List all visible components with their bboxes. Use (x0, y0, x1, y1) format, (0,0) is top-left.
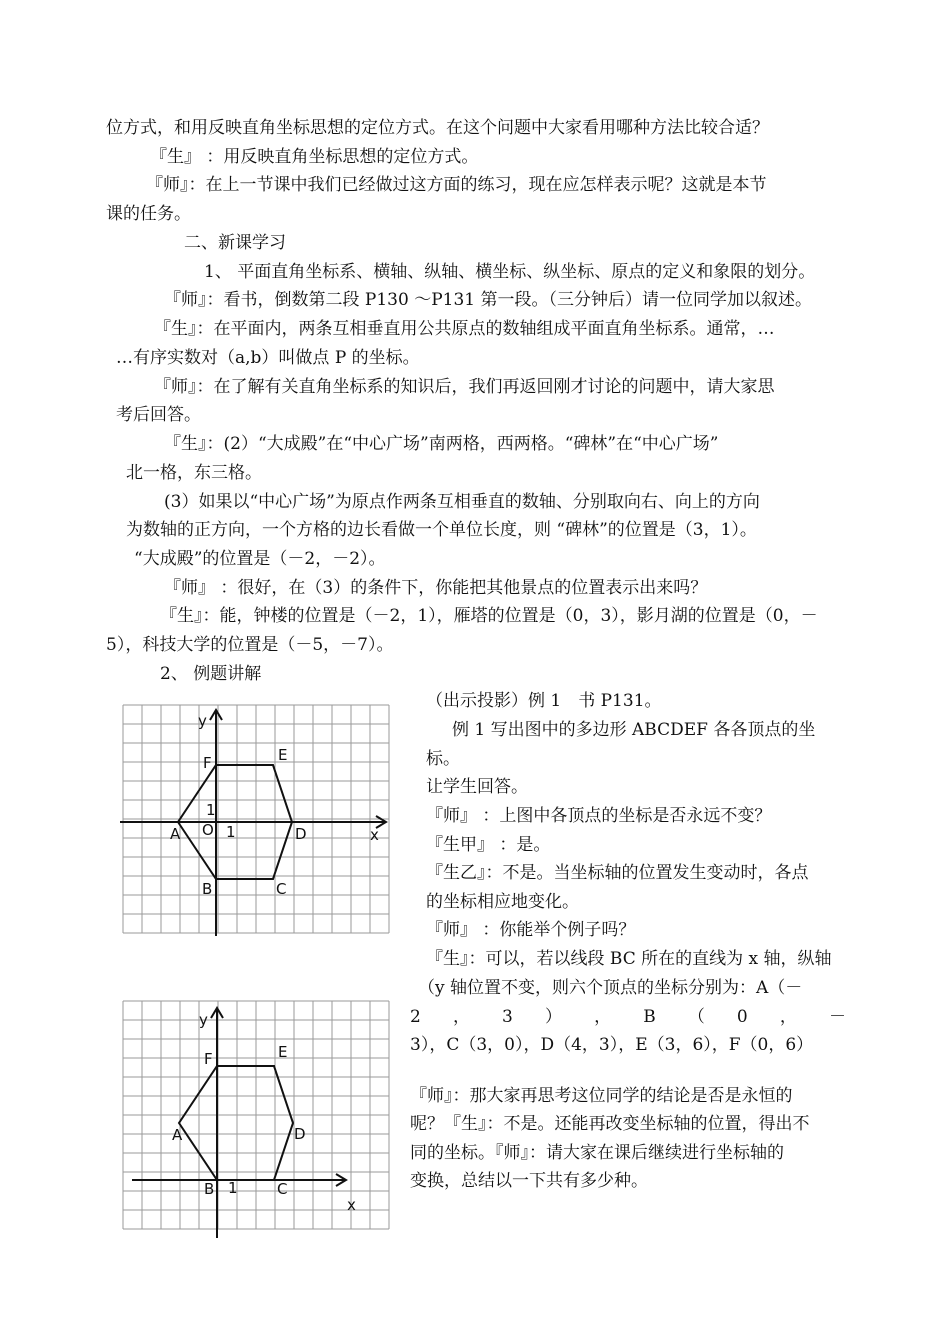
text-line: 3），C（3，0），D（4，3），E（3，6），F（0，6） (410, 1035, 814, 1055)
x-axis-label: x (347, 1196, 356, 1214)
coordinate-figure-2 (120, 998, 392, 1242)
text-line: 变换，总结以一下共有多少种。 (410, 1171, 648, 1191)
text-line: 呢？『生』：不是。还能再改变坐标轴的位置，得出不 (410, 1114, 810, 1134)
text-line: 『师』 ：你能举个例子吗？ (426, 920, 636, 940)
text-line: 『生』 ：用反映直角坐标思想的定位方式。 (150, 147, 479, 167)
text-line: “大成殿”的位置是（－2，－2）。 (134, 549, 386, 569)
text-token: ） (544, 1007, 562, 1027)
vertex-label-c: C (276, 880, 287, 898)
vertex-label-d: D (294, 1125, 306, 1143)
grid (123, 705, 389, 933)
text-token: （ (687, 1007, 705, 1027)
unit-y-label: 1 (206, 801, 216, 819)
grid (123, 1001, 389, 1229)
unit-x-label: 1 (228, 1179, 238, 1197)
text-token: － (828, 1007, 846, 1027)
text-line: 同的坐标。『师』：请大家在课后继续进行坐标轴的 (410, 1143, 784, 1163)
hexagon-abcdef (179, 1066, 293, 1180)
text-line: 标。 (426, 749, 460, 769)
text-line: 位方式，和用反映直角坐标思想的定位方式。在这个问题中大家看用哪种方法比较合适？ (106, 118, 769, 138)
y-axis-label: y (199, 1011, 208, 1029)
text-line: 『生』：在平面内，两条互相垂直用公共原点的数轴组成平面直角坐标系。通常，… (154, 319, 775, 339)
text-line: 让学生回答。 (426, 777, 528, 797)
section-heading: 二、新课学习 (184, 233, 286, 253)
text-line: 5），科技大学的位置是（－5，－7）。 (106, 635, 394, 655)
text-token: ， (452, 1007, 470, 1027)
coordinate-figure-1 (120, 702, 392, 938)
vertex-label-e: E (278, 746, 288, 764)
text-line: （y 轴位置不变，则六个顶点的坐标分别为：A（－ (418, 978, 803, 998)
text-line: …有序实数对（a,b）叫做点 P 的坐标。 (116, 348, 420, 368)
text-line: 『师』：那大家再思考这位同学的结论是否是永恒的 (410, 1086, 793, 1106)
text-line: 『师』：在了解有关直角坐标系的知识后，我们再返回刚才讨论的问题中，请大家思 (154, 377, 775, 397)
vertex-label-f: F (203, 754, 212, 772)
text-line: 北一格，东三格。 (126, 463, 262, 483)
vertex-label-e: E (278, 1043, 288, 1061)
text-token: 0 (736, 1007, 748, 1027)
text-line: 考后回答。 (116, 405, 201, 425)
text-line: (3）如果以“中心广场”为原点作两条互相垂直的数轴、分别取向右、向上的方向 (164, 492, 760, 512)
text-line: 『生』：能，钟楼的位置是（－2，1），雁塔的位置是（0，3），影月湖的位置是（0，－ (160, 606, 818, 626)
vertex-label-a: A (172, 1126, 183, 1144)
unit-x-label: 1 (226, 823, 236, 841)
text-line: 课的任务。 (106, 204, 191, 224)
section-heading: 2、 例题讲解 (160, 664, 262, 684)
text-token: 2 (410, 1007, 421, 1027)
text-token: B (643, 1007, 656, 1027)
vertex-label-b: B (202, 880, 213, 898)
y-axis-label: y (198, 712, 207, 730)
text-line: 1、 平面直角坐标系、横轴、纵轴、横坐标、纵坐标、原点的定义和象限的划分。 (204, 262, 816, 282)
text-line: 为数轴的正方向，一个方格的边长看做一个单位长度，则 “碑林”的位置是（3，1）。 (126, 520, 757, 540)
text-token: ， (779, 1007, 797, 1027)
text-line: 『师』：在上一节课中我们已经做过这方面的练习，现在应怎样表示呢？这就是本节 (146, 175, 767, 195)
vertex-label-a: A (170, 825, 181, 843)
text-line: 『师』 ：很好，在（3）的条件下，你能把其他景点的位置表示出来吗？ (164, 578, 708, 598)
text-line: 『师』：看书，倒数第二段 P130 ～P131 第一段。（三分钟后）请一位同学加以叙述。 (164, 290, 812, 310)
text-token: ， (594, 1007, 612, 1027)
text-line: 『生』：可以，若以线段 BC 所在的直线为 x 轴，纵轴 (426, 949, 832, 969)
text-line: 『生乙』：不是。当坐标轴的位置发生变动时，各点 (426, 863, 809, 883)
text-line: （出示投影）例 1 书 P131。 (426, 691, 662, 711)
vertex-label-b: B (204, 1180, 215, 1198)
vertex-label-f: F (204, 1050, 213, 1068)
vertex-label-c: C (277, 1180, 288, 1198)
vertex-label-d: D (295, 825, 307, 843)
origin-label: O (202, 821, 214, 839)
text-line: 『生』：(2）“大成殿”在“中心广场”南两格，西两格。“碑林”在“中心广场” (164, 434, 719, 454)
x-axis-label: x (370, 826, 379, 844)
text-line: 的坐标相应地变化。 (426, 892, 579, 912)
text-line: 例 1 写出图中的多边形 ABCDEF 各各顶点的坐 (452, 720, 816, 740)
text-line: 『师』 ：上图中各顶点的坐标是否永远不变？ (426, 806, 772, 826)
text-token: 3 (502, 1007, 513, 1027)
text-line-justified (410, 1006, 846, 1028)
text-line: 『生甲』 ：是。 (426, 835, 551, 855)
